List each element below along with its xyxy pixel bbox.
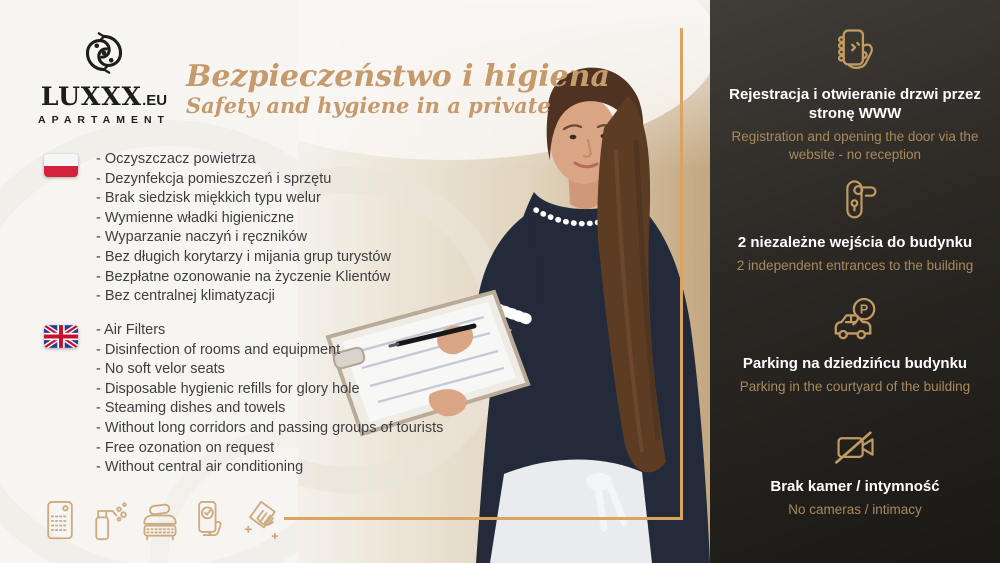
brand-name: LUXXX (40, 82, 143, 111)
feature-subtitle: 2 independent entrances to the building (736, 257, 974, 273)
feature-no-cameras (725, 424, 985, 519)
title-polish: Bezpieczeństwo i higiena (186, 59, 610, 94)
gold-frame-vertical-line (680, 28, 683, 520)
hygiene-icon-row (40, 496, 284, 551)
page-title (186, 60, 610, 119)
bed-mattress-icon (138, 496, 182, 551)
list-item: - Bez centralnej klimatyzacji (96, 288, 275, 305)
hand-hygiene-icon (240, 496, 284, 551)
list-item: - Without central air conditioning (96, 459, 304, 476)
list-item: - Disposable hygienic refills for glory hole (96, 380, 360, 397)
list-item: - Wyparzanie naczyń i ręczników (96, 229, 308, 246)
brand-subtitle: APARTAMENT (38, 114, 170, 126)
phone-checkin-icon (191, 496, 231, 551)
list-item: - Free ozonation on request (96, 439, 275, 456)
list-item: - Bez długich korytarzy i mijania grup turystów (96, 248, 391, 265)
list-item: - Oczyszczacz powietrza (96, 151, 256, 167)
phone-website-icon (725, 26, 985, 78)
polish-feature-list (44, 150, 391, 307)
feature-title: Brak kamer / intymność (770, 478, 940, 495)
list-item: - Dezynfekcja pomieszczeń i sprzętu (96, 170, 332, 187)
svg-text:P: P (859, 302, 869, 317)
english-feature-list (44, 321, 443, 478)
feature-subtitle: Parking in the courtyard of the building (739, 378, 971, 394)
feature-parking (725, 295, 985, 396)
car-parking-icon (725, 295, 985, 347)
feature-title: Parking na dziedzińcu budynku (742, 355, 968, 372)
list-item: - Steaming dishes and towels (96, 400, 286, 417)
uk-flag-icon (44, 325, 78, 348)
swirl-logo-icon (35, 22, 173, 84)
feature-registration (725, 26, 985, 164)
disinfectant-spray-icon (89, 496, 129, 551)
air-purifier-icon (40, 496, 80, 551)
feature-entrances (725, 176, 985, 275)
list-item: - Disinfection of rooms and equipment (96, 341, 341, 358)
list-item: - No soft velor seats (96, 361, 225, 378)
list-item: - Without long corridors and passing groups of tourists (96, 419, 444, 436)
gold-frame-horizontal-line (284, 517, 683, 520)
amenities-panel (710, 0, 1000, 563)
no-camera-icon (725, 424, 985, 470)
list-item: - Air Filters (96, 322, 166, 338)
feature-subtitle: No cameras / intimacy (788, 501, 922, 517)
list-item: - Bezpłatne ozonowanie na życzenie Klientów (96, 268, 391, 285)
feature-title: Rejestracja i otwieranie drzwi przez stronę WWW (729, 86, 981, 122)
brand-logo (35, 22, 173, 126)
list-item: - Brak siedzisk miękkich typu welur (96, 190, 321, 207)
door-handle-icon (725, 176, 985, 226)
feature-subtitle: Registration and opening the door via the website - no reception (731, 128, 979, 162)
poland-flag-icon (44, 154, 78, 177)
title-english: Safety and hygiene in a private (186, 93, 551, 118)
feature-title: 2 niezależne wejścia do budynku (737, 234, 973, 251)
brand-tld: .EU (142, 92, 168, 109)
list-item: - Wymienne władki higieniczne (96, 209, 295, 226)
